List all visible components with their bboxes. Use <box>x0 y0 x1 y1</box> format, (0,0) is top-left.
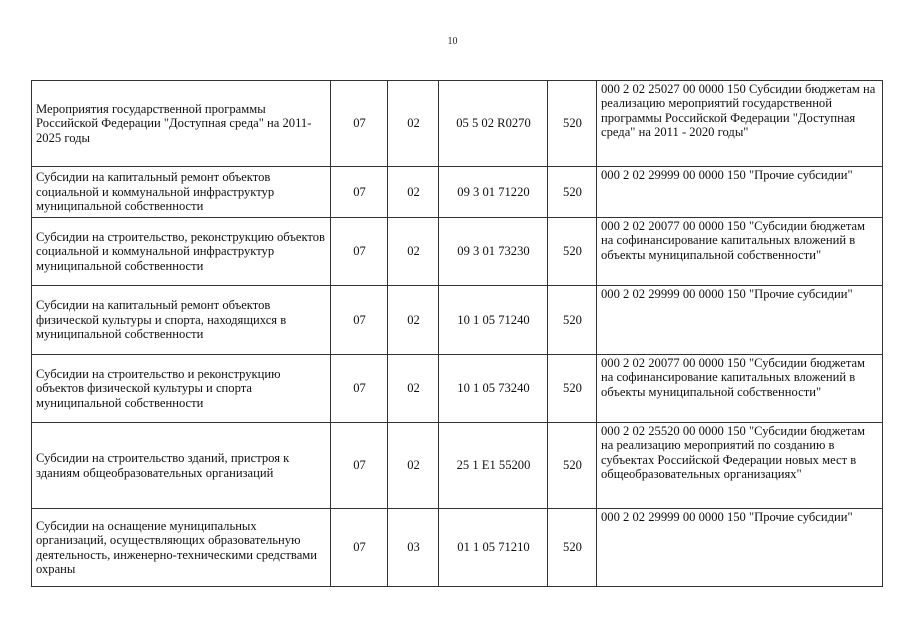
expense-name-cell: Субсидии на капитальный ремонт объектов социальной и коммунальной инфраструктур муниципальной собственности <box>32 167 331 218</box>
expense-type-cell: 520 <box>548 509 597 587</box>
section-cell: 07 <box>331 218 388 286</box>
table-row <box>32 286 883 355</box>
income-code-cell: 000 2 02 29999 00 0000 150 "Прочие субсидии" <box>597 509 883 587</box>
target-article-cell: 10 1 05 71240 <box>439 286 548 355</box>
page-number: 10 <box>447 36 458 47</box>
section-cell: 07 <box>331 286 388 355</box>
table-row <box>32 423 883 509</box>
target-article-cell: 05 5 02 R0270 <box>439 81 548 167</box>
subsection-cell: 02 <box>388 423 439 509</box>
expense-type-cell: 520 <box>548 81 597 167</box>
expense-name-cell: Субсидии на капитальный ремонт объектов физической культуры и спорта, находящихся в муниципальной собственности <box>32 286 331 355</box>
section-cell: 07 <box>331 81 388 167</box>
expense-name-cell: Субсидии на строительство зданий, пристроя к зданиям общеобразовательных организаций <box>32 423 331 509</box>
table-row <box>32 509 883 587</box>
table-row <box>32 81 883 167</box>
subsection-cell: 02 <box>388 286 439 355</box>
income-code-cell: 000 2 02 20077 00 0000 150 "Субсидии бюджетам на софинансирование капитальных вложений в объекты муниципальной собственности" <box>597 355 883 423</box>
expense-type-cell: 520 <box>548 423 597 509</box>
target-article-cell: 01 1 05 71210 <box>439 509 548 587</box>
expense-type-cell: 520 <box>548 218 597 286</box>
section-cell: 07 <box>331 509 388 587</box>
expense-name-cell: Субсидии на строительство, реконструкцию объектов социальной и коммунальной инфраструктур муниципальной собственности <box>32 218 331 286</box>
subsection-cell: 02 <box>388 167 439 218</box>
expense-type-cell: 520 <box>548 355 597 423</box>
expense-type-cell: 520 <box>548 286 597 355</box>
income-code-cell: 000 2 02 25027 00 0000 150 Субсидии бюджетам на реализацию мероприятий государственной программы Российской Федерации "Доступная среда" на 2011 - 2020 годы" <box>597 81 883 167</box>
target-article-cell: 25 1 E1 55200 <box>439 423 548 509</box>
target-article-cell: 10 1 05 73240 <box>439 355 548 423</box>
subsection-cell: 02 <box>388 355 439 423</box>
expense-name-cell: Субсидии на оснащение муниципальных организаций, осуществляющих образовательную деятельность, инженерно-техническими средствами охраны <box>32 509 331 587</box>
expense-name-cell: Мероприятия государственной программы Российской Федерации "Доступная среда" на 2011-2025 годы <box>32 81 331 167</box>
subsection-cell: 02 <box>388 218 439 286</box>
income-code-cell: 000 2 02 25520 00 0000 150 "Субсидии бюджетам на реализацию мероприятий по созданию в субъектах Российской Федерации новых мест в общеобразовательных организациях" <box>597 423 883 509</box>
section-cell: 07 <box>331 167 388 218</box>
table-row <box>32 218 883 286</box>
section-cell: 07 <box>331 355 388 423</box>
income-code-cell: 000 2 02 20077 00 0000 150 "Субсидии бюджетам на софинансирование капитальных вложений в объекты муниципальной собственности" <box>597 218 883 286</box>
table-row <box>32 167 883 218</box>
income-code-cell: 000 2 02 29999 00 0000 150 "Прочие субсидии" <box>597 286 883 355</box>
expense-type-cell: 520 <box>548 167 597 218</box>
target-article-cell: 09 3 01 73230 <box>439 218 548 286</box>
budget-table <box>31 80 883 587</box>
income-code-cell: 000 2 02 29999 00 0000 150 "Прочие субсидии" <box>597 167 883 218</box>
subsection-cell: 03 <box>388 509 439 587</box>
expense-name-cell: Субсидии на строительство и реконструкцию объектов физической культуры и спорта муниципальной собственности <box>32 355 331 423</box>
target-article-cell: 09 3 01 71220 <box>439 167 548 218</box>
table-row <box>32 355 883 423</box>
section-cell: 07 <box>331 423 388 509</box>
subsection-cell: 02 <box>388 81 439 167</box>
